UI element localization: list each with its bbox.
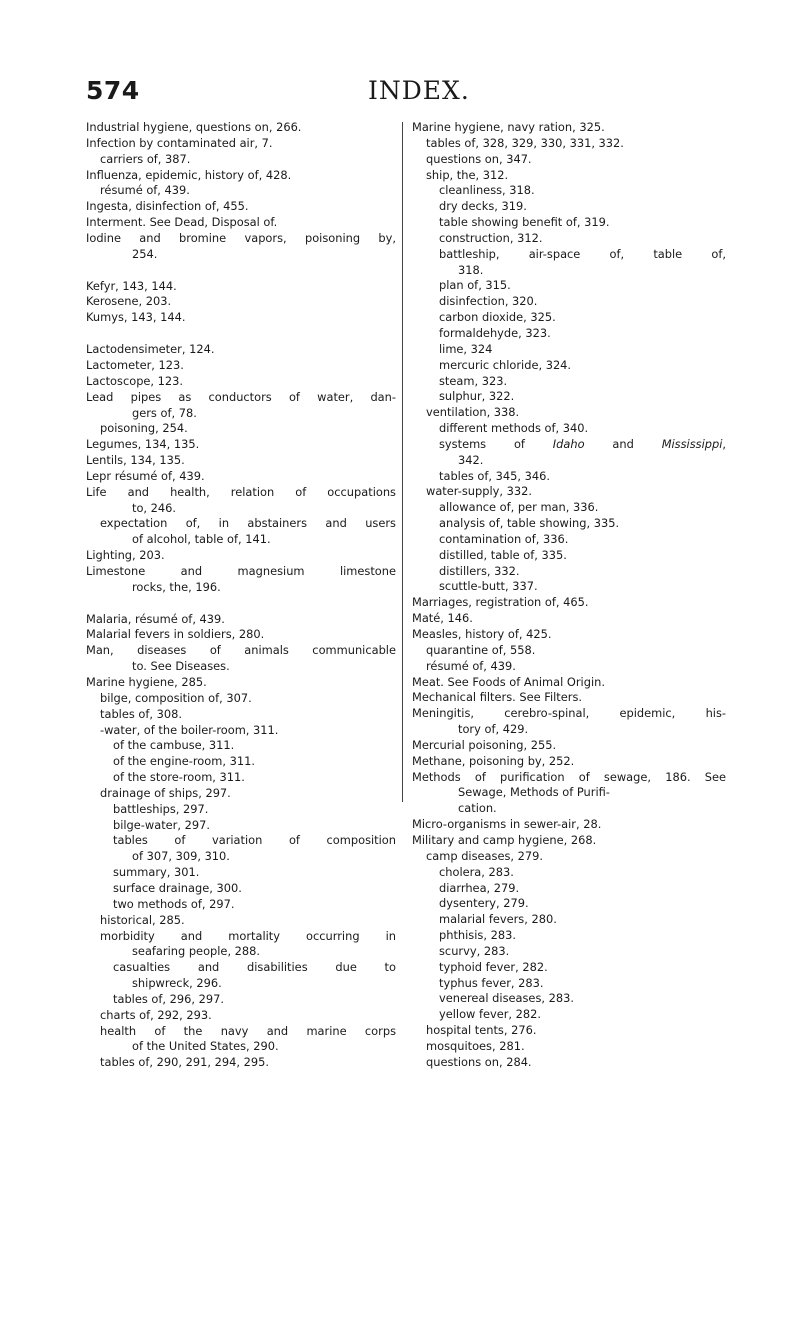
index-entry: yellow fever, 282. bbox=[439, 1007, 542, 1022]
index-entry: to, 246. bbox=[132, 500, 177, 515]
index-entry: tables of variation of composition bbox=[113, 833, 396, 848]
index-entry: cation. bbox=[458, 801, 497, 816]
index-entry: 318. bbox=[458, 262, 484, 277]
index-entry: water-supply, 332. bbox=[426, 484, 532, 499]
section-gap bbox=[86, 326, 396, 342]
index-entry: surface drainage, 300. bbox=[113, 880, 242, 895]
index-entry: Lactoscope, 123. bbox=[86, 373, 184, 388]
index-entry: Marine hygiene, 285. bbox=[86, 675, 207, 689]
index-entry: Lead pipes as conductors of water, dan- bbox=[86, 389, 396, 404]
index-entry: Man, diseases of animals communicable bbox=[86, 643, 396, 658]
index-entry: 254. bbox=[132, 246, 158, 261]
index-column-left bbox=[86, 120, 396, 1071]
index-entry: Mechanical filters. See Filters. bbox=[412, 690, 583, 705]
page-title: INDEX. bbox=[368, 76, 470, 105]
index-entry: malarial fevers, 280. bbox=[439, 912, 557, 927]
index-entry: tables of, 296, 297. bbox=[113, 991, 224, 1006]
index-entry: Meat. See Foods of Animal Origin. bbox=[412, 674, 605, 689]
index-entry: Life and health, relation of occupations bbox=[86, 484, 396, 499]
index-entry: tables of, 308. bbox=[100, 706, 182, 721]
index-entry: gers of, 78. bbox=[132, 405, 197, 420]
index-entry: of the United States, 290. bbox=[132, 1039, 279, 1054]
index-entry: Malarial fevers in soldiers, 280. bbox=[86, 627, 265, 642]
index-entry: carriers of, 387. bbox=[100, 151, 191, 166]
index-entry: Methods of purification of sewage, 186. See bbox=[412, 769, 726, 784]
index-entry: Malaria, résumé of, 439. bbox=[86, 611, 225, 626]
index-entry: analysis of, table showing, 335. bbox=[439, 516, 620, 531]
index-entry: Infection by contaminated air, 7. bbox=[86, 135, 273, 150]
index-entry: allowance of, per man, 336. bbox=[439, 500, 599, 515]
index-entry: ventilation, 338. bbox=[426, 405, 520, 420]
index-entry: Kumys, 143, 144. bbox=[86, 310, 186, 325]
page-number: 574 bbox=[86, 76, 140, 105]
index-entry: scuttle-butt, 337. bbox=[439, 579, 538, 594]
index-entry: -water, of the boiler-room, 311. bbox=[100, 722, 279, 737]
index-entry: construction, 312. bbox=[439, 230, 543, 245]
index-entry: plan of, 315. bbox=[439, 278, 511, 293]
index-entry: Military and camp hygiene, 268. bbox=[412, 832, 597, 847]
index-entry: formaldehyde, 323. bbox=[439, 325, 551, 340]
index-entry: Mercurial poisoning, 255. bbox=[412, 737, 557, 752]
index-entry: steam, 323. bbox=[439, 373, 508, 388]
index-entry: Maté, 146. bbox=[412, 611, 473, 626]
index-entry: Methane, poisoning by, 252. bbox=[412, 753, 575, 768]
index-entry: questions on, 347. bbox=[426, 151, 532, 166]
index-entry: hospital tents, 276. bbox=[426, 1023, 537, 1038]
index-entry: scurvy, 283. bbox=[439, 943, 510, 958]
index-entry: Meningitis, cerebro-spinal, epidemic, his- bbox=[412, 706, 726, 721]
index-entry: typhoid fever, 282. bbox=[439, 959, 548, 974]
index-entry: questions on, 284. bbox=[426, 1054, 532, 1069]
index-entry: Micro-organisms in sewer-air, 28. bbox=[412, 817, 602, 832]
index-entry: tables of, 328, 329, 330, 331, 332. bbox=[426, 135, 624, 150]
index-entry: venereal diseases, 283. bbox=[439, 991, 574, 1006]
index-entry: systems of Idaho and Mississippi, bbox=[439, 436, 726, 451]
index-entry: charts of, 292, 293. bbox=[100, 1007, 212, 1022]
index-entry: distilled, table of, 335. bbox=[439, 547, 567, 562]
index-entry: poisoning, 254. bbox=[100, 421, 188, 436]
index-entry: Influenza, epidemic, history of, 428. bbox=[86, 167, 292, 182]
index-entry: lime, 324 bbox=[439, 341, 493, 356]
index-entry: drainage of ships, 297. bbox=[100, 785, 231, 800]
index-entry: Lentils, 134, 135. bbox=[86, 453, 185, 468]
index-entry: typhus fever, 283. bbox=[439, 975, 544, 990]
index-entry: two methods of, 297. bbox=[113, 896, 235, 911]
index-entry: sulphur, 322. bbox=[439, 389, 515, 404]
index-entry: of the store-room, 311. bbox=[113, 770, 245, 785]
index-entry: diarrhea, 279. bbox=[439, 880, 520, 895]
index-entry: battleships, 297. bbox=[113, 801, 209, 816]
index-entry: quarantine of, 558. bbox=[426, 642, 536, 657]
index-entry: résumé of, 439. bbox=[426, 658, 516, 673]
index-column-right bbox=[412, 120, 726, 1071]
index-entry: Limestone and magnesium limestone bbox=[86, 563, 396, 578]
index-entry: different methods of, 340. bbox=[439, 421, 589, 436]
index-entry: tory of, 429. bbox=[458, 722, 529, 737]
index-entry: ship, the, 312. bbox=[426, 167, 509, 182]
index-entry: bilge, composition of, 307. bbox=[100, 690, 252, 705]
index-entry: of 307, 309, 310. bbox=[132, 849, 230, 864]
index-entry: historical, 285. bbox=[100, 912, 185, 927]
index-entry: disinfection, 320. bbox=[439, 294, 538, 309]
index-entry: Industrial hygiene, questions on, 266. bbox=[86, 120, 302, 134]
index-entry: Legumes, 134, 135. bbox=[86, 437, 200, 452]
index-entry: to. See Diseases. bbox=[132, 659, 230, 674]
index-entry: summary, 301. bbox=[113, 865, 200, 880]
index-entry: shipwreck, 296. bbox=[132, 976, 222, 991]
index-entry: morbidity and mortality occurring in bbox=[100, 928, 396, 943]
index-entry: Sewage, Methods of Purifi- bbox=[458, 785, 610, 800]
index-entry: cholera, 283. bbox=[439, 864, 514, 879]
index-entry: camp diseases, 279. bbox=[426, 848, 543, 863]
index-entry: carbon dioxide, 325. bbox=[439, 310, 556, 325]
index-entry: rocks, the, 196. bbox=[132, 579, 221, 594]
index-entry: Marine hygiene, navy ration, 325. bbox=[412, 120, 605, 134]
index-entry: Lepr résumé of, 439. bbox=[86, 468, 205, 483]
index-entry: Marriages, registration of, 465. bbox=[412, 595, 589, 610]
index-entry: Lactometer, 123. bbox=[86, 357, 184, 372]
index-entry: Ingesta, disinfection of, 455. bbox=[86, 199, 249, 214]
index-entry: Kefyr, 143, 144. bbox=[86, 278, 177, 293]
index-entry: phthisis, 283. bbox=[439, 928, 516, 943]
index-entry: contamination of, 336. bbox=[439, 531, 569, 546]
index-entry: distillers, 332. bbox=[439, 563, 520, 578]
index-entry: of the cambuse, 311. bbox=[113, 738, 235, 753]
index-entry: cleanliness, 318. bbox=[439, 183, 535, 198]
index-entry: dysentery, 279. bbox=[439, 896, 529, 911]
index-entry: 342. bbox=[458, 452, 484, 467]
index-entry: mosquitoes, 281. bbox=[426, 1038, 525, 1053]
index-entry: résumé of, 439. bbox=[100, 183, 190, 198]
index-entry: of alcohol, table of, 141. bbox=[132, 532, 271, 547]
index-entry: tables of, 345, 346. bbox=[439, 468, 550, 483]
index-entry: Iodine and bromine vapors, poisoning by, bbox=[86, 230, 396, 245]
index-entry: tables of, 290, 291, 294, 295. bbox=[100, 1055, 269, 1070]
index-entry: expectation of, in abstainers and users bbox=[100, 516, 396, 531]
index-entry: Measles, history of, 425. bbox=[412, 627, 552, 641]
index-entry: dry decks, 319. bbox=[439, 199, 527, 214]
index-entry: battleship, air-space of, table of, bbox=[439, 246, 726, 261]
index-entry: bilge-water, 297. bbox=[113, 817, 210, 832]
index-entry: casualties and disabilities due to bbox=[113, 960, 396, 975]
index-entry: of the engine-room, 311. bbox=[113, 754, 255, 769]
index-entry: Interment. See Dead, Disposal of. bbox=[86, 215, 278, 230]
index-entry: mercuric chloride, 324. bbox=[439, 357, 572, 372]
index-entry: seafaring people, 288. bbox=[132, 944, 261, 959]
page-header bbox=[86, 76, 696, 116]
index-entry: Kerosene, 203. bbox=[86, 294, 172, 309]
index-entry: health of the navy and marine corps bbox=[100, 1023, 396, 1038]
index-entry: Lighting, 203. bbox=[86, 548, 165, 563]
column-divider bbox=[402, 122, 403, 802]
index-entry: Lactodensimeter, 124. bbox=[86, 342, 215, 357]
section-gap bbox=[86, 596, 396, 612]
index-entry: table showing benefit of, 319. bbox=[439, 215, 610, 230]
section-gap bbox=[86, 263, 396, 279]
